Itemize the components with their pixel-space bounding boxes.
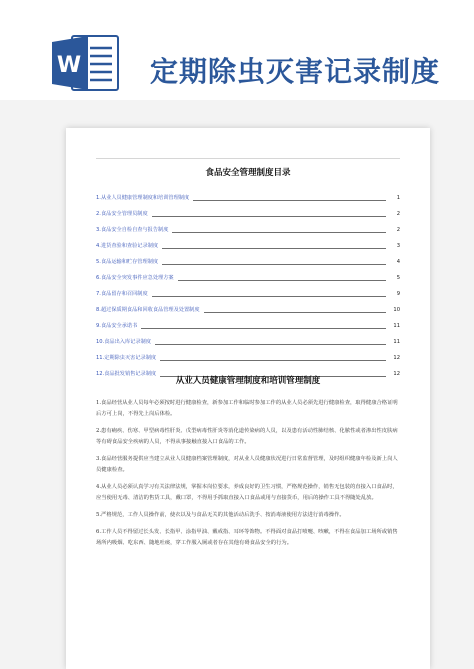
section-title: 从业人员健康管理制度和培训管理制度 — [175, 376, 321, 386]
toc-entry[interactable] — [96, 314, 400, 330]
document-page — [66, 128, 430, 669]
toc-title: 食品安全管理制度目录 — [205, 168, 291, 178]
toc-page-number: 2 — [396, 227, 400, 233]
body-paragraph: 5.严格规范，工作人员操作前，使衣以及与食品无关的其他活动后洗手、按消毒液使用方法进行消毒操作。 — [96, 512, 345, 518]
toc-entry[interactable] — [96, 282, 400, 298]
toc-page-number: 2 — [396, 211, 400, 217]
toc-page-number: 4 — [396, 259, 400, 265]
toc-page-number: 11 — [393, 339, 400, 345]
toc-entry[interactable] — [96, 186, 400, 202]
toc-entry-label[interactable]: 8.超过保质期食品和回收食品管理及处置制度 — [96, 307, 200, 313]
toc-leader-line — [141, 328, 386, 329]
body-paragraph: 2.患有痢疾、伤寒、甲型病毒性肝炎、戊型病毒性肝炎等消化道传染病的人员，以及患有活动性肺结核、化脓性或者渗出性皮肤病等有碍食品安全疾病的人员，不得从事接触直接入口食品的工作。 — [96, 428, 398, 445]
word-logo-letter: W — [56, 53, 82, 78]
toc-entry[interactable] — [96, 266, 400, 282]
toc-leader-line — [152, 296, 386, 297]
toc-page-number: 9 — [396, 291, 400, 297]
toc-leader-line — [155, 344, 386, 345]
toc-page-number: 11 — [393, 323, 400, 329]
body-paragraph: 6.工作人员不得留过长头发、长指甲、涂指甲油、戴戒指、耳环等饰物。不得面对食品打喷嚏、咳嗽，不得在食品加工场所或销售场所内吸烟、吃东西、随地吐痰，穿工作服入厕或者存在其他有碍食品安全的行为。 — [96, 529, 398, 546]
toc-entry[interactable] — [96, 234, 400, 250]
toc-leader-line — [172, 232, 386, 233]
toc-entry-label[interactable]: 5.食品运输和贮存管理制度 — [96, 259, 159, 265]
banner — [0, 0, 474, 100]
banner-title: 定期除虫灭害记录制度 — [150, 55, 441, 88]
toc-entry-label[interactable]: 2.食品安全管理员制度 — [96, 211, 148, 217]
body-paragraph: 1.食品经营从业人员每年必须按时进行健康检查，新参加工作和临时参加工作的从业人员必须先进行健康检查，取得健康合格证明后方可上岗，不得先上岗后体检。 — [96, 400, 398, 417]
toc-page-number: 5 — [396, 275, 400, 281]
toc-page-number: 12 — [393, 355, 400, 361]
toc-entry-label[interactable]: 6.食品安全突发事件应急处理方案 — [96, 275, 174, 281]
toc-page-number: 3 — [396, 243, 400, 249]
toc-entry-label[interactable]: 12.食品批发销售记录制度 — [96, 371, 157, 377]
body-paragraph: 4.从业人员必须认真学习有关法律法规，掌握本岗位要求，养成良好的卫生习惯，严格规范操作，销售无包装的直接入口食品时，应当使用无毒、清洁的售货工具，戴口罩，不得用手抓取直接入口食品或用与直接货币，用后的操作工具不得随处乱放。 — [96, 484, 398, 501]
toc-entry-label[interactable]: 7.食品留存和召回制度 — [96, 291, 148, 297]
toc-entry-label[interactable]: 4.进货查验和查验记录制度 — [96, 243, 159, 249]
toc-entry[interactable] — [96, 298, 400, 314]
toc-leader-line — [152, 216, 386, 217]
toc-entry-label[interactable]: 9.食品安全承诺书 — [96, 323, 138, 329]
toc-leader-line — [162, 248, 386, 249]
word-document-icon — [52, 34, 122, 92]
table-of-contents — [96, 186, 400, 378]
section-body — [96, 398, 400, 555]
toc-entry-label[interactable]: 3.食品安全自检自查与报告制度 — [96, 227, 169, 233]
toc-entry[interactable] — [96, 330, 400, 346]
toc-leader-line — [193, 200, 386, 201]
toc-entry[interactable] — [96, 346, 400, 362]
body-paragraph: 3.食品经营服务提供应当建立从业人员健康档案管理制度，对从业人员健康状况进行日常监督管理，及时组织健康年检及新上岗人员健康检查。 — [96, 456, 398, 473]
toc-leader-line — [204, 312, 386, 313]
toc-entry-label[interactable]: 11.定期除虫灭害记录制度 — [96, 355, 157, 361]
toc-page-number: 12 — [393, 371, 400, 377]
header-rule — [96, 158, 400, 159]
toc-leader-line — [162, 264, 386, 265]
toc-page-number: 10 — [393, 307, 400, 313]
toc-leader-line — [160, 360, 386, 361]
toc-entry[interactable] — [96, 218, 400, 234]
toc-leader-line — [178, 280, 386, 281]
toc-entry-label[interactable]: 1.从业人员健康管理制度和培训管理制度 — [96, 195, 190, 201]
toc-page-number: 1 — [396, 195, 400, 201]
toc-entry[interactable] — [96, 202, 400, 218]
toc-entry-label[interactable]: 10.食品出入库记录制度 — [96, 339, 151, 345]
toc-entry[interactable] — [96, 250, 400, 266]
